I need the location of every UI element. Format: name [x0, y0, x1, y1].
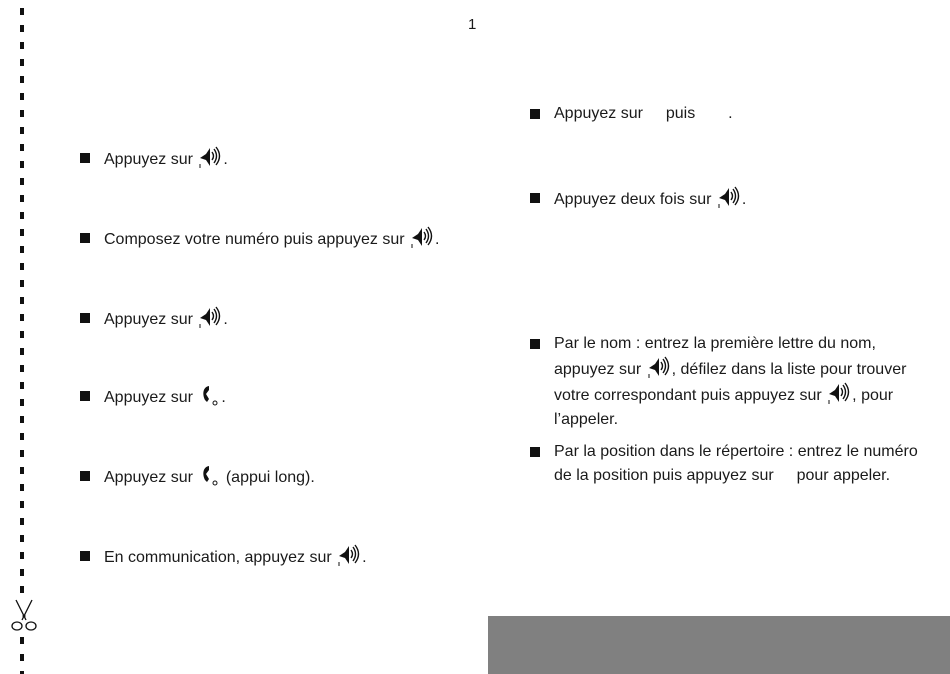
bullet	[80, 233, 90, 243]
instruction-text-end: .	[435, 231, 440, 248]
instruction-text: Appuyez sur	[104, 469, 193, 486]
instruction-item	[530, 440, 920, 488]
page-number: 1	[468, 16, 477, 33]
instruction-text: Par la position dans le répertoire : entrez le numéro de la position puis appuyez sur	[554, 443, 918, 484]
instruction-item	[80, 226, 440, 252]
instruction-text: appuyez sur	[554, 361, 642, 378]
instruction-text-middle: , défilez dans la liste pour trouver votre correspondant puis appuyez sur	[554, 361, 907, 404]
bullet	[530, 193, 540, 203]
instruction-text: Appuyez sur	[104, 151, 193, 168]
speaker-key-icon	[647, 356, 671, 378]
instruction-item	[530, 102, 733, 126]
bullet	[80, 313, 90, 323]
instruction-text-end: .	[223, 311, 228, 328]
instruction-text: Appuyez deux fois sur	[554, 191, 712, 208]
instruction-text: Appuyez sur	[554, 105, 643, 122]
instruction-text: Appuyez sur	[104, 389, 193, 406]
instruction-text: Appuyez sur	[104, 311, 193, 328]
bullet	[530, 447, 540, 457]
instruction-item	[530, 332, 920, 432]
instruction-item	[80, 146, 228, 172]
handset-key-icon	[198, 384, 220, 406]
instruction-text-end: , pour l’appeler.	[554, 387, 894, 428]
instruction-item	[80, 306, 228, 332]
instruction-text: Par le nom : entrez la première lettre du nom,	[554, 335, 876, 352]
speaker-key-icon	[198, 146, 222, 168]
instruction-text: Composez votre numéro puis appuyez sur	[104, 231, 405, 248]
cut-line	[20, 8, 24, 674]
bullet	[530, 339, 540, 349]
bullet	[80, 391, 90, 401]
bullet	[530, 109, 540, 119]
instruction-text-end: .	[362, 549, 367, 566]
instruction-item	[530, 186, 746, 212]
instruction-text-end: .	[741, 191, 747, 208]
instruction-item	[80, 544, 367, 570]
handset-key-icon	[198, 464, 220, 486]
instruction-text-end: (appui long).	[225, 469, 315, 486]
speaker-key-icon	[827, 382, 851, 404]
instruction-text-end: .	[223, 151, 228, 168]
instruction-text-end: .	[221, 389, 226, 406]
instruction-item	[80, 384, 226, 410]
speaker-key-icon	[717, 186, 741, 208]
instruction-text-middle: puis	[665, 105, 696, 122]
bullet	[80, 551, 90, 561]
instruction-text: En communication, appuyez sur	[104, 549, 332, 566]
speaker-key-icon	[410, 226, 434, 248]
instruction-text-end: .	[728, 105, 733, 122]
bullet	[80, 471, 90, 481]
speaker-key-icon	[337, 544, 361, 566]
instruction-item	[80, 464, 315, 490]
grey-panel	[488, 616, 950, 674]
speaker-key-icon	[198, 306, 222, 328]
bullet	[80, 153, 90, 163]
scissors-icon	[6, 596, 42, 636]
instruction-text-end: pour appeler.	[796, 467, 891, 484]
